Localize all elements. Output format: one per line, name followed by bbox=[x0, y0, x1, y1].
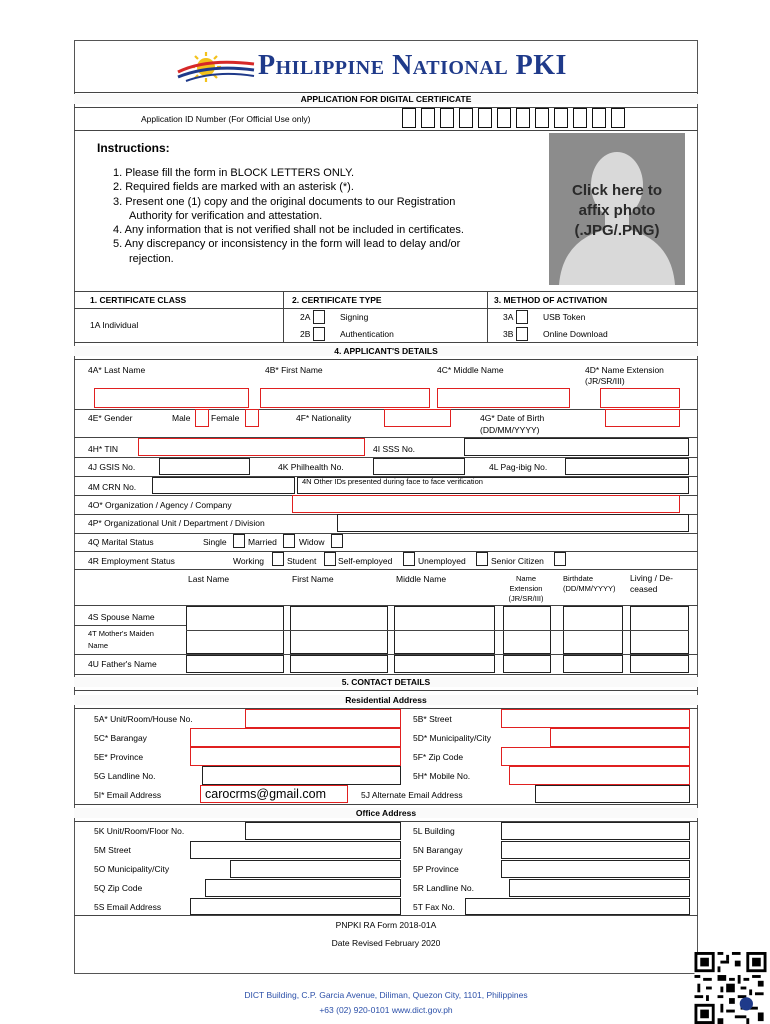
birthdate-format-label: (DD/MM/YYYY) bbox=[480, 425, 540, 435]
middle-name-label: 4C* Middle Name bbox=[437, 365, 504, 375]
senior-citizen-label: Senior Citizen bbox=[491, 556, 544, 566]
single-label: Single bbox=[203, 537, 227, 547]
student-label: Student bbox=[287, 556, 317, 566]
family-birthdate-header: Birthdate (DD/MM/YYYY) bbox=[563, 574, 616, 593]
senior-citizen-checkbox[interactable] bbox=[554, 552, 566, 566]
father-extension-input[interactable] bbox=[503, 655, 551, 673]
mobile-label: 5H* Mobile No. bbox=[413, 771, 471, 781]
gsis-label: 4J GSIS No. bbox=[88, 462, 136, 472]
office-email-input[interactable] bbox=[190, 898, 401, 915]
widow-checkbox[interactable] bbox=[331, 534, 343, 548]
single-checkbox[interactable] bbox=[233, 534, 245, 548]
province-label: 5E* Province bbox=[94, 752, 144, 762]
philhealth-input[interactable] bbox=[373, 458, 465, 475]
name-extension-label: 4D* Name Extension bbox=[585, 365, 664, 375]
photo-upload-area[interactable] bbox=[549, 133, 685, 285]
office-landline-label: 5R Landline No. bbox=[413, 883, 474, 893]
certificate-class-heading: 1. CERTIFICATE CLASS bbox=[90, 295, 187, 305]
instruction-item: 4. Any information that is not verified shall not be included in certificates. bbox=[113, 224, 464, 237]
gender-label: 4E* Gender bbox=[88, 413, 133, 423]
sss-label: 4I SSS No. bbox=[373, 444, 416, 454]
app-id-box[interactable] bbox=[573, 108, 587, 128]
widow-label: Widow bbox=[299, 537, 325, 547]
mobile-input[interactable] bbox=[509, 766, 690, 785]
unemployed-checkbox[interactable] bbox=[476, 552, 488, 566]
app-id-box[interactable] bbox=[421, 108, 435, 128]
form-title: APPLICATION FOR DIGITAL CERTIFICATE bbox=[74, 94, 698, 104]
app-id-box[interactable] bbox=[592, 108, 606, 128]
family-first-name-header: First Name bbox=[292, 574, 334, 584]
org-unit-label: 4P* Organizational Unit / Department / Division bbox=[88, 518, 265, 528]
office-zip-label: 5Q Zip Code bbox=[94, 883, 143, 893]
father-last-name-input[interactable] bbox=[186, 655, 284, 673]
nationality-input[interactable] bbox=[384, 409, 451, 427]
municipality-input[interactable] bbox=[550, 728, 690, 747]
app-id-label: Application ID Number (For Official Use only) bbox=[141, 114, 311, 124]
father-name-label: 4U Father's Name bbox=[88, 659, 157, 669]
province-input[interactable] bbox=[190, 747, 401, 766]
office-building-input[interactable] bbox=[501, 822, 690, 840]
alternate-email-input[interactable] bbox=[535, 785, 690, 803]
tin-label: 4H* TIN bbox=[88, 444, 119, 454]
first-name-label: 4B* First Name bbox=[265, 365, 323, 375]
office-address-heading: Office Address bbox=[74, 808, 698, 818]
authentication-label: Authentication bbox=[340, 329, 394, 339]
certificate-type-heading: 2. CERTIFICATE TYPE bbox=[292, 295, 382, 305]
married-checkbox[interactable] bbox=[283, 534, 295, 548]
pagibig-label: 4L Pag-ibig No. bbox=[489, 462, 548, 472]
barangay-input[interactable] bbox=[190, 728, 401, 747]
name-extension-input[interactable] bbox=[600, 388, 680, 408]
instruction-item: 3. Present one (1) copy and the original documents to our Registration bbox=[113, 195, 456, 208]
organization-input[interactable] bbox=[292, 495, 680, 513]
mother-maiden-name-label: 4T Mother's Maiden bbox=[88, 629, 154, 638]
crn-label: 4M CRN No. bbox=[88, 482, 137, 492]
other-ids-label: 4N Other IDs presented during face to face verification bbox=[302, 477, 483, 486]
married-label: Married bbox=[248, 537, 277, 547]
spouse-name-label: 4S Spouse Name bbox=[88, 612, 155, 622]
office-building-label: 5L Building bbox=[413, 826, 455, 836]
photo-text: affix photo bbox=[578, 202, 656, 219]
zip-code-input[interactable] bbox=[501, 747, 690, 766]
unit-room-input[interactable] bbox=[245, 709, 401, 728]
app-id-box[interactable] bbox=[516, 108, 530, 128]
office-municipality-label: 5O Municipality/City bbox=[94, 864, 170, 874]
crn-input[interactable] bbox=[152, 477, 295, 494]
qr-code-icon bbox=[693, 952, 768, 1024]
birthdate-label: 4G* Date of Birth bbox=[480, 413, 545, 423]
org-title: Philippine National PKI bbox=[258, 50, 567, 81]
instruction-item: 2. Required fields are marked with an asterisk (*). bbox=[113, 181, 354, 194]
male-checkbox[interactable] bbox=[195, 409, 209, 427]
office-fax-input[interactable] bbox=[465, 898, 690, 915]
street-label: 5B* Street bbox=[413, 714, 452, 724]
marital-status-label: 4Q Marital Status bbox=[88, 537, 154, 547]
barangay-label: 5C* Barangay bbox=[94, 733, 147, 743]
working-checkbox[interactable] bbox=[272, 552, 284, 566]
signing-label: Signing bbox=[340, 312, 369, 322]
office-street-label: 5M Street bbox=[94, 845, 131, 855]
app-id-box[interactable] bbox=[440, 108, 454, 128]
app-id-box[interactable] bbox=[459, 108, 473, 128]
date-revised: Date Revised February 2020 bbox=[331, 938, 441, 948]
employment-status-label: 4R Employment Status bbox=[88, 556, 175, 566]
type-2a-code: 2A bbox=[300, 312, 311, 322]
contact-details-heading: 5. CONTACT DETAILS bbox=[74, 677, 698, 687]
birthdate-input[interactable] bbox=[605, 409, 680, 427]
municipality-label: 5D* Municipality/City bbox=[413, 733, 491, 743]
self-employed-label: Self-employed bbox=[338, 556, 393, 566]
name-extension-sublabel: (JR/SR/III) bbox=[585, 376, 625, 386]
app-id-box[interactable] bbox=[402, 108, 416, 128]
footer-contact: +63 (02) 920-0101 www.dict.gov.ph bbox=[319, 1005, 453, 1015]
online-download-checkbox[interactable] bbox=[516, 327, 528, 341]
instruction-item: Authority for verification and attestation. bbox=[129, 209, 323, 222]
office-fax-label: 5T Fax No. bbox=[413, 902, 455, 912]
self-employed-checkbox[interactable] bbox=[403, 552, 415, 566]
pagibig-input[interactable] bbox=[565, 458, 689, 475]
residential-address-heading: Residential Address bbox=[74, 695, 698, 705]
middle-name-input[interactable] bbox=[437, 388, 570, 408]
father-birthdate-input[interactable] bbox=[563, 655, 623, 673]
first-name-input[interactable] bbox=[260, 388, 430, 408]
org-unit-input[interactable] bbox=[337, 514, 689, 532]
male-label: Male bbox=[172, 413, 191, 423]
landline-label: 5G Landline No. bbox=[94, 771, 156, 781]
pki-sun-logo-icon bbox=[176, 50, 256, 84]
family-middle-name-header: Middle Name bbox=[396, 574, 447, 584]
student-checkbox[interactable] bbox=[324, 552, 336, 566]
method-3a-code: 3A bbox=[503, 312, 514, 322]
tin-input[interactable] bbox=[138, 438, 365, 456]
footer-address: DICT Building, C.P. Garcia Avenue, Diliman, Quezon City, 1101, Philippines bbox=[244, 990, 528, 1000]
instruction-item: rejection. bbox=[129, 252, 174, 265]
female-checkbox[interactable] bbox=[245, 409, 259, 427]
unit-room-label: 5A* Unit/Room/House No. bbox=[94, 714, 193, 724]
philhealth-label: 4K Philhealth No. bbox=[278, 462, 344, 472]
gsis-input[interactable] bbox=[159, 458, 250, 475]
activation-method-heading: 3. METHOD OF ACTIVATION bbox=[494, 295, 608, 305]
last-name-input[interactable] bbox=[94, 388, 249, 408]
photo-text: (.JPG/.PNG) bbox=[574, 222, 660, 239]
father-living-input[interactable] bbox=[630, 655, 689, 673]
father-middle-name-input[interactable] bbox=[394, 655, 495, 673]
email-label: 5I* Email Address bbox=[94, 790, 162, 800]
office-zip-input[interactable] bbox=[205, 879, 401, 897]
office-barangay-input[interactable] bbox=[501, 841, 690, 859]
usb-token-label: USB Token bbox=[543, 312, 586, 322]
last-name-label: 4A* Last Name bbox=[88, 365, 146, 375]
online-download-label: Online Download bbox=[543, 329, 608, 339]
office-street-input[interactable] bbox=[190, 841, 401, 859]
app-id-box[interactable] bbox=[478, 108, 492, 128]
app-id-box[interactable] bbox=[497, 108, 511, 128]
authentication-checkbox[interactable] bbox=[313, 327, 325, 341]
other-ids-input[interactable] bbox=[297, 477, 689, 494]
female-label: Female bbox=[211, 413, 240, 423]
office-email-label: 5S Email Address bbox=[94, 902, 162, 912]
app-id-box[interactable] bbox=[611, 108, 625, 128]
father-first-name-input[interactable] bbox=[290, 655, 388, 673]
applicant-details-heading: 4. APPLICANT'S DETAILS bbox=[74, 346, 698, 356]
app-id-box[interactable] bbox=[535, 108, 549, 128]
signing-checkbox[interactable] bbox=[313, 310, 325, 324]
office-unit-label: 5K Unit/Room/Floor No. bbox=[94, 826, 185, 836]
family-living-header: Living / De- ceased bbox=[630, 573, 673, 594]
app-id-box[interactable] bbox=[554, 108, 568, 128]
street-input[interactable] bbox=[501, 709, 690, 728]
alternate-email-label: 5J Alternate Email Address bbox=[361, 790, 463, 800]
office-landline-input[interactable] bbox=[509, 879, 690, 897]
sss-input[interactable] bbox=[464, 438, 689, 456]
office-province-label: 5P Province bbox=[413, 864, 459, 874]
office-province-input[interactable] bbox=[501, 860, 690, 878]
method-3b-code: 3B bbox=[503, 329, 514, 339]
photo-text: Click here to bbox=[571, 182, 663, 199]
working-label: Working bbox=[233, 556, 265, 566]
office-unit-input[interactable] bbox=[245, 822, 401, 840]
form-number: PNPKI RA Form 2018-01A bbox=[335, 920, 437, 930]
mother-maiden-name-label-2: Name bbox=[88, 641, 109, 650]
instruction-item: 1. Please fill the form in BLOCK LETTERS ONLY. bbox=[113, 167, 355, 179]
instructions-list bbox=[113, 166, 533, 266]
instruction-item: 5. Any discrepancy or inconsistency in the form will lead to delay and/or bbox=[113, 238, 461, 251]
office-barangay-label: 5N Barangay bbox=[413, 845, 463, 855]
family-extension-header: Name Extension (JR/SR/III) bbox=[508, 574, 544, 603]
instructions-title: Instructions: bbox=[97, 141, 170, 155]
type-2b-code: 2B bbox=[300, 329, 311, 339]
zip-code-label: 5F* Zip Code bbox=[413, 752, 464, 762]
usb-token-checkbox[interactable] bbox=[516, 310, 528, 324]
nationality-label: 4F* Nationality bbox=[296, 413, 352, 423]
office-municipality-input[interactable] bbox=[230, 860, 401, 878]
unemployed-label: Unemployed bbox=[418, 556, 466, 566]
email-input[interactable]: carocrms@gmail.com bbox=[200, 785, 348, 803]
landline-input[interactable] bbox=[202, 766, 401, 785]
organization-label: 4O* Organization / Agency / Company bbox=[88, 500, 232, 510]
class-individual-label: 1A Individual bbox=[90, 320, 139, 330]
family-last-name-header: Last Name bbox=[188, 574, 230, 584]
